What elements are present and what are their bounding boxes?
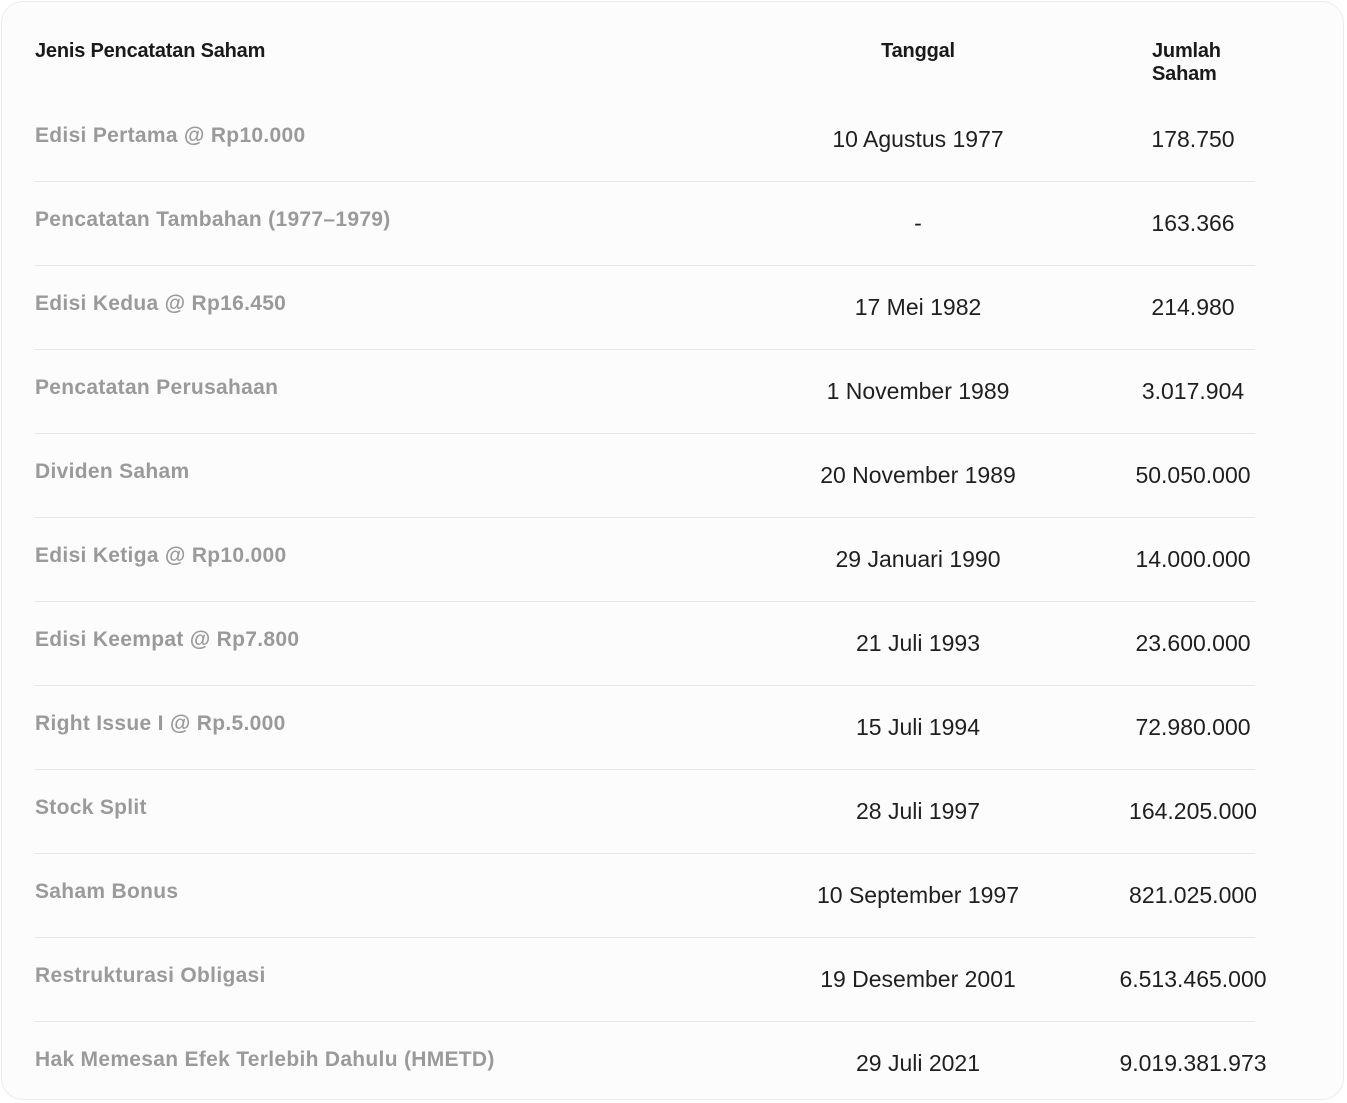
- cell-share-count: 163.366: [1151, 210, 1235, 236]
- cell-listing-type: Right Issue I @ Rp.5.000: [35, 712, 286, 735]
- table-row: [35, 98, 1255, 182]
- cell-share-count: 3.017.904: [1141, 378, 1245, 404]
- cell-listing-type: Hak Memesan Efek Terlebih Dahulu (HMETD): [35, 1048, 495, 1071]
- table-row: [35, 686, 1255, 770]
- header-listing-type: Jenis Pencatatan Saham: [35, 40, 266, 62]
- table-row: [35, 266, 1255, 350]
- table-body: [35, 98, 1267, 1100]
- table-row: [35, 770, 1255, 854]
- share-listing-table-card: [1, 1, 1344, 1100]
- cell-listing-type: Saham Bonus: [35, 880, 179, 903]
- cell-listing-type: Stock Split: [35, 796, 147, 819]
- cell-listing-type: Edisi Ketiga @ Rp10.000: [35, 544, 287, 567]
- table-row: [35, 182, 1255, 266]
- cell-share-count: 821.025.000: [1129, 882, 1257, 908]
- cell-share-count: 9.019.381.973: [1119, 1050, 1267, 1076]
- table-row: [35, 854, 1255, 938]
- cell-date: 29 Januari 1990: [835, 546, 1001, 572]
- table-row: [35, 1022, 1267, 1100]
- table-header: [35, 40, 1275, 85]
- cell-listing-type: Edisi Kedua @ Rp16.450: [35, 292, 287, 315]
- table-row: [35, 350, 1255, 434]
- cell-share-count: 6.513.465.000: [1119, 966, 1267, 992]
- cell-listing-type: Edisi Keempat @ Rp7.800: [35, 628, 300, 651]
- cell-date: 28 Juli 1997: [855, 798, 981, 824]
- cell-share-count: 214.980: [1151, 294, 1235, 320]
- cell-date: 29 Juli 2021: [855, 1050, 981, 1076]
- table-row: [35, 602, 1255, 686]
- cell-date: 20 November 1989: [820, 462, 1016, 488]
- cell-listing-type: Edisi Pertama @ Rp10.000: [35, 124, 306, 147]
- cell-share-count: 50.050.000: [1135, 462, 1251, 488]
- cell-date: 1 November 1989: [826, 378, 1010, 404]
- cell-listing-type: Pencatatan Perusahaan: [35, 376, 279, 399]
- table-row: [35, 434, 1255, 518]
- table-row: [35, 938, 1267, 1022]
- cell-date: 10 September 1997: [816, 882, 1020, 908]
- table-row: [35, 518, 1255, 602]
- cell-date: 15 Juli 1994: [855, 714, 981, 740]
- cell-date: 21 Juli 1993: [855, 630, 981, 656]
- cell-share-count: 178.750: [1151, 126, 1235, 152]
- cell-date: -: [914, 210, 922, 236]
- cell-share-count: 14.000.000: [1135, 546, 1251, 572]
- cell-date: 19 Desember 2001: [820, 966, 1016, 992]
- cell-listing-type: Dividen Saham: [35, 460, 190, 483]
- cell-listing-type: Restrukturasi Obligasi: [35, 964, 266, 987]
- cell-share-count: 164.205.000: [1129, 798, 1257, 824]
- header-share-count: Jumlah Saham: [1152, 40, 1221, 85]
- cell-date: 10 Agustus 1977: [832, 126, 1004, 152]
- cell-share-count: 23.600.000: [1135, 630, 1251, 656]
- cell-listing-type: Pencatatan Tambahan (1977–1979): [35, 208, 391, 231]
- cell-share-count: 72.980.000: [1135, 714, 1251, 740]
- cell-date: 17 Mei 1982: [854, 294, 982, 320]
- header-date: Tanggal: [881, 40, 955, 62]
